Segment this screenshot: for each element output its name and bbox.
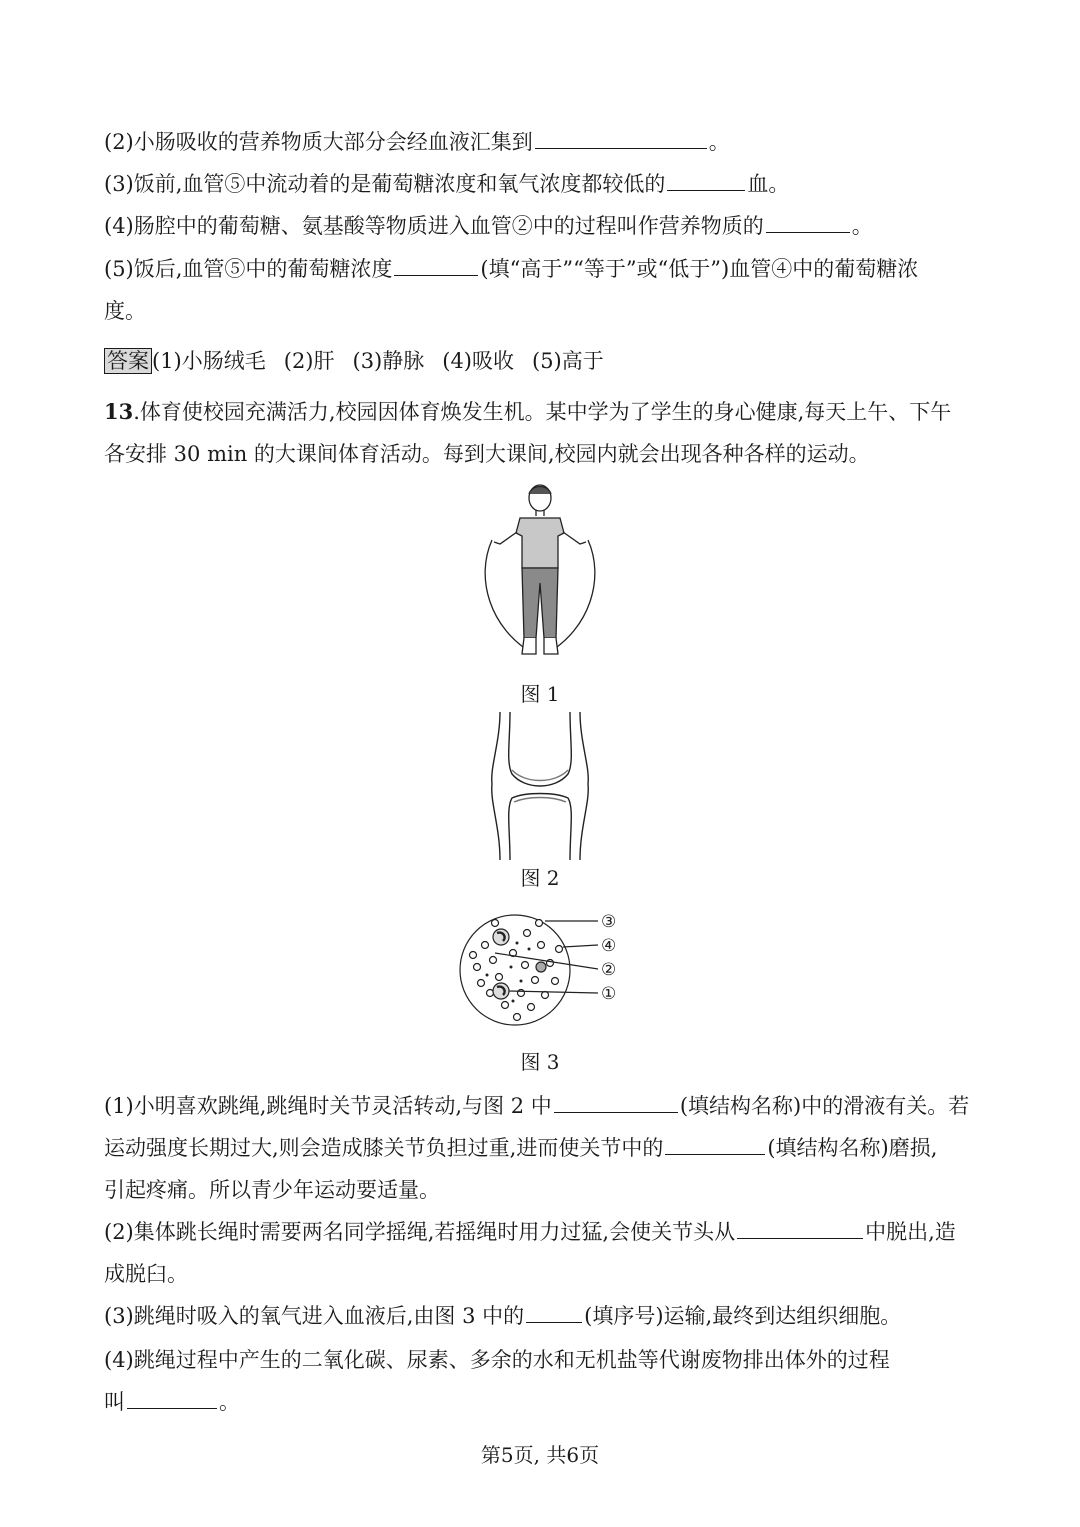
q13-part2-line1: (2)集体跳长绳时需要两名同学摇绳,若摇绳时用力过猛,会使关节头从 中脱出,造 [104,1220,956,1244]
q12-part5-cont: 度。 [104,299,146,323]
q13-intro-line1: 13.体育使校园充满活力,校园因体育焕发生机。某中学为了学生的身心健康,每天上午、下午 [104,399,952,424]
q13-part1-line3: 引起疼痛。所以青少年运动要适量。 [104,1178,440,1202]
figure-3-label: ③ [601,912,617,932]
answer-blank[interactable] [667,170,745,191]
answer-blank[interactable] [127,1388,217,1409]
page-number: 第5页, 共6页 [480,1443,600,1467]
answer-item: (5)高于 [532,349,604,373]
figure-2-joint [470,712,610,860]
answer-blank[interactable] [394,255,478,276]
q12-part2: (2)小肠吸收的营养物质大部分会经血液汇集到 。 [104,130,730,154]
answer-label: 答案 [104,348,152,374]
answer-blank[interactable] [737,1218,863,1239]
figure-1-caption: 图 1 [520,682,560,706]
answer-blank[interactable] [766,212,850,233]
q13-part1-line1: (1)小明喜欢跳绳,跳绳时关节灵活转动,与图 2 中 (填结构名称)中的滑液有关。若 [104,1094,970,1118]
figure-1-jump-rope [470,478,610,668]
q13-part4-line1: (4)跳绳过程中产生的二氧化碳、尿素、多余的水和无机盐等代谢废物排出体外的过程 [104,1348,890,1372]
q12-part5: (5)饭后,血管⑤中的葡萄糖浓度 (填“高于”“等于”或“低于”)血管④中的葡萄糖浓 [104,257,919,281]
answer-item: (1)小肠绒毛 [152,349,266,373]
figure-3-label: ④ [601,936,617,956]
figure-3-label: ② [601,960,617,980]
q13-intro-line2: 各安排 30 min 的大课间体育活动。每到大课间,校园内就会出现各种各样的运动。 [104,442,870,466]
q13-part4-line2: 叫 。 [104,1390,240,1414]
answer-blank[interactable] [554,1092,678,1113]
figure-3-blood-cells [455,905,635,1035]
figure-3-label: ① [601,984,617,1004]
answer-item: (3)静脉 [352,349,425,373]
answer-item: (2)肝 [283,349,335,373]
q13-part3: (3)跳绳时吸入的氧气进入血液后,由图 3 中的 (填序号)运输,最终到达组织细胞。 [104,1304,902,1328]
answer-item: (4)吸收 [442,349,514,373]
answer-blank[interactable] [665,1134,765,1155]
q13-part2-line2: 成脱臼。 [104,1262,188,1286]
answer-line [104,347,984,375]
q13-part1-line2: 运动强度长期过大,则会造成膝关节负担过重,进而使关节中的 (填结构名称)磨损, [104,1136,938,1160]
figure-3-caption: 图 3 [520,1050,560,1074]
question-number: 13 [104,399,134,424]
answer-blank[interactable] [535,128,707,149]
answer-blank[interactable] [526,1302,582,1323]
q12-part3: (3)饭前,血管⑤中流动着的是葡萄糖浓度和氧气浓度都较低的 血。 [104,172,790,196]
figure-2-caption: 图 2 [520,866,560,890]
q12-part4: (4)肠腔中的葡萄糖、氨基酸等物质进入血管②中的过程叫作营养物质的 。 [104,214,873,238]
